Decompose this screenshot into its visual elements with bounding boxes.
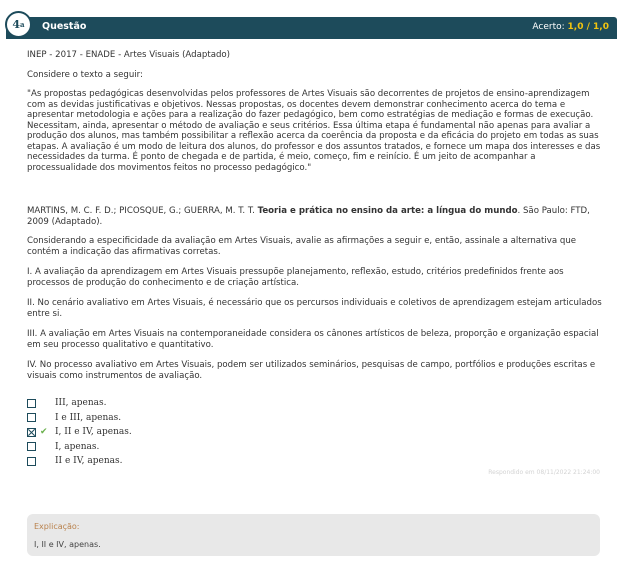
option-label: I, II e IV, apenas. xyxy=(55,427,132,438)
answered-timestamp: Respondido em 08/11/2022 21:24:00 xyxy=(488,469,600,476)
option-checkbox-checked[interactable] xyxy=(27,428,36,437)
option-5[interactable] xyxy=(27,454,132,469)
option-4[interactable] xyxy=(27,440,132,455)
answer-options xyxy=(27,396,132,469)
score-value: 1,0 / 1,0 xyxy=(567,22,609,32)
score xyxy=(532,22,609,32)
statement-1: I. A avaliação da aprendizagem em Artes Visuais pressupõe planejamento, reflexão, estudo, critérios predefinidos frente aos processos de produção do conhecimento e de criação artística. xyxy=(27,267,564,288)
option-checkbox[interactable] xyxy=(27,399,36,408)
question-body xyxy=(27,50,602,391)
reference-authors: MARTINS, M. C. F. D.; PICOSQUE, G.; GUERRA, M. T. T. xyxy=(27,206,258,216)
option-3[interactable] xyxy=(27,425,132,440)
question-quote: "As propostas pedagógicas desenvolvidas pelos professores de Artes Visuais são decorrentes de projetos de ensino-aprendizagem com as devidas justificativas e objetivos. Nessas propostas, os docentes devem demonstrar conhecimento acerca do tema e apresentar metodologia e ações para a realização do fazer pedagógico, bem como estratégias de mediação e formas de execução. Necessitam, ainda, apresentar o método de avaliação e seus critérios. Essa última etapa é fundamental não apenas para avaliar a produção dos alunos, mas também possibilitar a reflexão acerca da coerência da proposta e da eficácia do projeto em todas as suas etapas. A avaliação é um modo de leitura dos alunos, do professor e dos assuntos tratados, e fornece um mapa dos interesses e das necessidades da turma. É ponto de chegada e de partida, é meio, começo, fim e reinício. É um jeito de acompanhar a processualidade dos movimentos feitos no processo pedagógico." xyxy=(27,89,601,173)
reference xyxy=(27,206,602,227)
explanation-label: Explicação: xyxy=(34,522,80,531)
question-header xyxy=(6,17,617,39)
option-2[interactable] xyxy=(27,411,132,426)
option-label: III, apenas. xyxy=(55,398,107,409)
score-label: Acerto: xyxy=(532,22,565,32)
statement-2: II. No cenário avaliativo em Artes Visuais, é necessário que os percursos individuais e coletivos de aprendizagem estejam articulados entre si. xyxy=(27,298,602,319)
question-source: INEP - 2017 - ENADE - Artes Visuais (Adaptado) xyxy=(27,50,231,60)
option-checkbox[interactable] xyxy=(27,457,36,466)
option-1[interactable] xyxy=(27,396,132,411)
statement-4: IV. No processo avaliativo em Artes Visuais, podem ser utilizados seminários, pesquisas de campo, portfólios e produções escritas e visuais como instrumentos de avaliação. xyxy=(27,360,596,381)
correct-check-icon: ✔ xyxy=(40,427,48,438)
reference-tail: . São Paulo: FTD, 2009 (Adaptado). xyxy=(27,206,590,227)
explanation-text: I, II e IV, apenas. xyxy=(34,540,101,549)
statement-3: III. A avaliação em Artes Visuais na contemporaneidade considera os cânones artísticos de beleza, proporção e organização espacial em seu processo qualitativo e quantitativo. xyxy=(27,329,599,350)
question-number-sup: a xyxy=(20,20,25,29)
question-prompt: Considerando a especificidade da avaliação em Artes Visuais, avalie as afirmações a seguir e, então, assinale a alternativa que contém a indicação das afirmativas corretas. xyxy=(27,236,577,257)
option-label: I, apenas. xyxy=(55,441,100,452)
explanation-box xyxy=(27,514,600,556)
question-title: Questão xyxy=(42,21,87,32)
reference-title: Teoria e prática no ensino da arte: a língua do mundo xyxy=(257,206,518,216)
question-number-badge xyxy=(5,11,32,38)
question-intro: Considere o texto a seguir: xyxy=(27,69,143,80)
option-label: II e IV, apenas. xyxy=(55,456,123,467)
option-checkbox[interactable] xyxy=(27,413,36,422)
option-label: I e III, apenas. xyxy=(55,412,122,423)
option-checkbox[interactable] xyxy=(27,442,36,451)
question-number: 4 xyxy=(12,18,21,31)
